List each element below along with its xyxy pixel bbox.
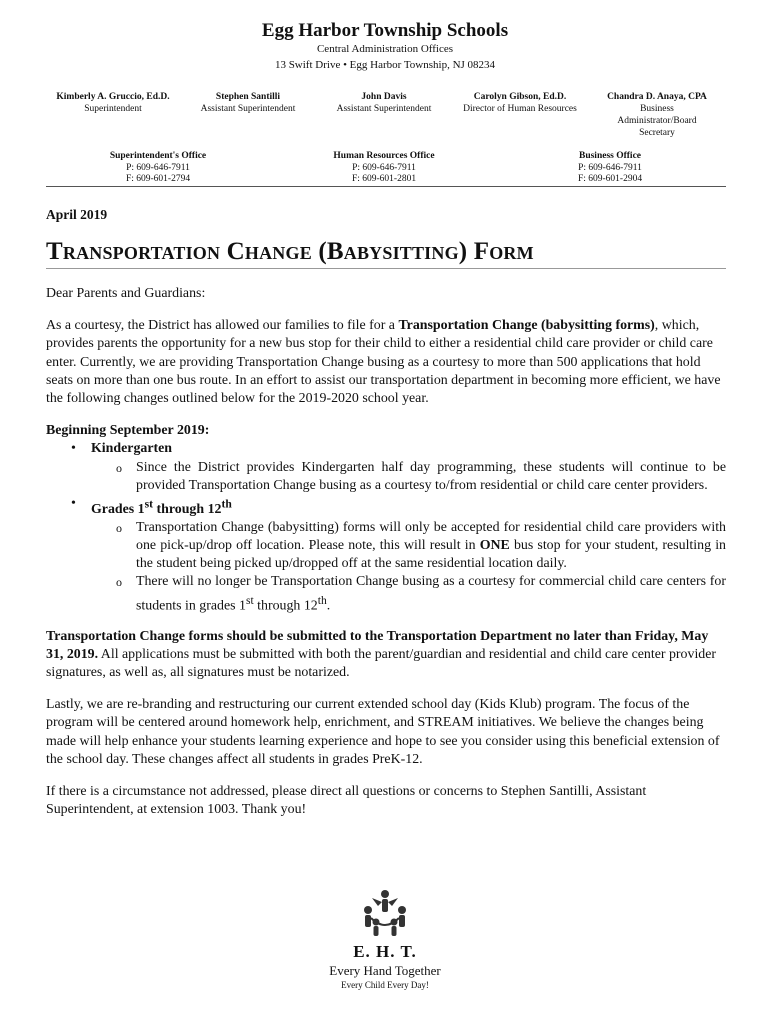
staff-name: Kimberly A. Gruccio, Ed.D. bbox=[56, 92, 170, 102]
letter-date: April 2019 bbox=[46, 207, 108, 222]
item-bold-text: ONE bbox=[479, 538, 510, 554]
staff-assistant-superintendent-2 bbox=[309, 91, 459, 115]
list-item-kindergarten bbox=[91, 440, 726, 495]
item-text: bus stop for your student, resulting in the student being picked up/dropped off at the same residential location daily. bbox=[136, 538, 726, 572]
office-superintendent bbox=[68, 151, 248, 186]
logo-tagline: Every Child Every Day! bbox=[341, 980, 429, 990]
office-fax: F: 609-601-2794 bbox=[125, 174, 191, 184]
staff-title-line: Administrator/Board bbox=[617, 116, 697, 126]
grades-label bbox=[91, 497, 232, 517]
deadline-paragraph bbox=[46, 628, 726, 683]
staff-title-line: Business bbox=[640, 104, 674, 114]
item-text: There will no longer be Transportation Change busing as a courtesy for commercial child care centers for students in grades 1 bbox=[136, 574, 726, 614]
office-phone: P: 609-646-7911 bbox=[126, 162, 190, 173]
staff-name: Stephen Santilli bbox=[215, 92, 281, 102]
grades-sup: th bbox=[221, 497, 232, 511]
office-business bbox=[520, 151, 700, 186]
staff-assistant-superintendent-1 bbox=[173, 91, 323, 115]
staff-title: Superintendent bbox=[84, 104, 142, 114]
grades-item-residential bbox=[136, 519, 726, 574]
office-name: Central Administration Offices bbox=[316, 43, 454, 55]
staff-title: Director of Human Resources bbox=[463, 104, 577, 114]
office-name: Superintendent's Office bbox=[109, 151, 207, 161]
grades-label-start: Grades 1 bbox=[91, 501, 145, 517]
item-sup: th bbox=[317, 593, 327, 607]
grades-sublist bbox=[91, 519, 726, 616]
staff-name: Chandra D. Anaya, CPA bbox=[607, 92, 707, 102]
grades-item-commercial bbox=[136, 573, 726, 615]
changes-heading: Beginning September 2019: bbox=[46, 423, 210, 439]
changes-list bbox=[46, 440, 726, 615]
list-item-grades bbox=[91, 495, 726, 615]
staff-superintendent bbox=[38, 91, 188, 115]
school-address: 13 Swift Drive • Egg Harbor Township, NJ 08234 bbox=[274, 59, 496, 71]
grades-label-end: through 12 bbox=[153, 501, 222, 517]
office-name: Business Office bbox=[578, 151, 641, 161]
item-sup: st bbox=[245, 593, 254, 607]
office-human-resources bbox=[294, 151, 474, 186]
office-fax: F: 609-601-2904 bbox=[577, 174, 643, 184]
staff-business-administrator bbox=[582, 91, 732, 139]
office-name: Human Resources Office bbox=[333, 151, 435, 161]
grades-sup: st bbox=[144, 497, 154, 511]
letter-body bbox=[46, 285, 726, 819]
closing-paragraph: If there is a circumstance not addressed, please direct all questions or concerns to Stephen Santilli, Assistant Superintendent, at extension 1003. Thank you! bbox=[46, 783, 647, 818]
logo-motto: Every Hand Together bbox=[329, 963, 441, 978]
greeting: Dear Parents and Guardians: bbox=[46, 286, 206, 301]
office-phone: P: 609-646-7911 bbox=[352, 162, 416, 173]
logo-abbreviation: E. H. T. bbox=[353, 942, 417, 961]
item-text: . bbox=[326, 598, 331, 614]
staff-title-line: Secretary bbox=[639, 128, 675, 138]
form-title: Transportation Change (Babysitting) Form bbox=[46, 238, 534, 265]
rebranding-paragraph: Lastly, we are re-branding and restructuring our current extended school day (Kids Klub) program. The focus of the program will be centered around homework help, enrichment, and STREAM initiatives. We believe the changes being made will help enhance your students learning experience and hope to see you consider using this beneficial extension of the school day. These changes affect all students in grades PreK-12. bbox=[46, 697, 720, 767]
staff-title: Assistant Superintendent bbox=[200, 104, 296, 114]
deadline-text: All applications must be submitted with both the parent/guardian and residential and child care center provider signatures, as well as, all signatures must be notarized. bbox=[46, 646, 717, 680]
intro-text-continued: , which, provides parents the opportunity for a new bus stop for their child to either a residential child care provider or child care enter. Currently, we are providing Transportation Change busing as a courtesy to more than 500 applications that hold seats on more than one bus route. In an effort to assist our transportation department in becoming more efficient, we have the following changes outlined below for the 2019-2020 school year. bbox=[46, 318, 721, 407]
staff-title: Assistant Superintendent bbox=[336, 104, 432, 114]
item-text: Transportation Change (babysitting) forms will only be accepted for residential child care providers with one pick-up/drop off location. Please note, this will result in bbox=[136, 519, 726, 554]
header-divider bbox=[46, 186, 726, 187]
office-fax: F: 609-601-2801 bbox=[351, 174, 417, 184]
school-name: Egg Harbor Township Schools bbox=[261, 20, 509, 41]
kindergarten-label: Kindergarten bbox=[91, 441, 173, 457]
intro-paragraph bbox=[46, 317, 726, 408]
office-phone: P: 609-646-7911 bbox=[578, 162, 642, 173]
intro-text: As a courtesy, the District has allowed our families to file for a bbox=[46, 318, 399, 334]
people-circle-logo-icon bbox=[356, 888, 414, 938]
title-divider bbox=[46, 268, 726, 269]
kindergarten-sublist bbox=[91, 459, 726, 495]
deadline-bold-text: Transportation Change forms should be submitted to the Transportation Department no later than Friday, May 31, 2019. bbox=[46, 628, 709, 662]
kindergarten-item: o Since the District provides Kindergarten half day programming, these students will continue to be provided Transportation Change busing as a courtesy to/from residential or child care center providers. bbox=[136, 459, 726, 495]
eht-logo bbox=[310, 888, 460, 990]
item-text: through 12 bbox=[253, 598, 318, 614]
intro-bold-text: Transportation Change (babysitting forms) bbox=[398, 318, 655, 334]
staff-hr-director bbox=[445, 91, 595, 115]
staff-name: John Davis bbox=[361, 92, 407, 102]
staff-name: Carolyn Gibson, Ed.D. bbox=[473, 92, 567, 102]
